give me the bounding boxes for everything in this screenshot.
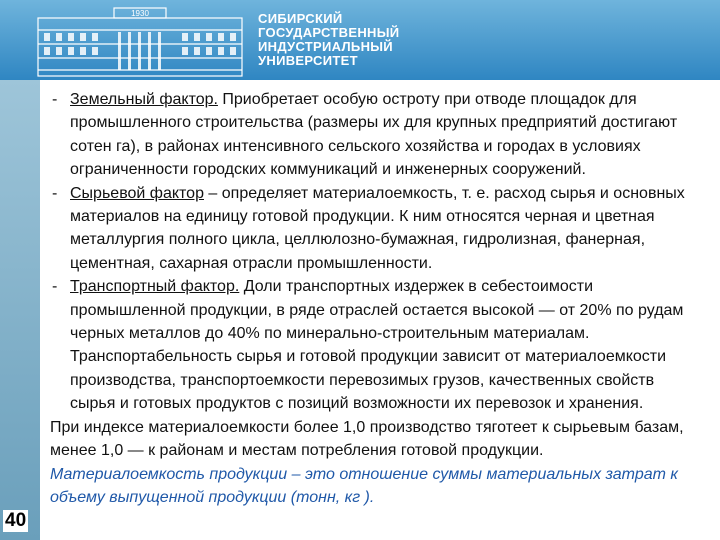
bullet-text: – определяет материалоемкость, т. е. расход сырья и основных материалов на единицу готовой продукции. К ним относятся черная и цветная металлургия полного цикла, целлюлозно-бумажная, гидролизная, фанерная, цементная, сахарная отрасли промышленности. — [70, 184, 685, 272]
bullet-raw-material-factor — [50, 182, 700, 276]
bullet-dash: - — [52, 184, 58, 202]
university-line: УНИВЕРСИТЕТ — [258, 53, 358, 68]
university-building-icon — [36, 4, 244, 78]
bullet-term: Земельный фактор. — [70, 91, 218, 108]
university-line: ИНДУСТРИАЛЬНЫЙ — [258, 39, 393, 54]
bullet-dash: - — [52, 91, 58, 108]
definition-text: Материалоемкость продукции – это отношение суммы материальных затрат к объему выпущенной продукции (тонн, кг ). — [50, 465, 678, 506]
bullet-dash: - — [52, 278, 58, 296]
bullet-transport-factor — [50, 275, 700, 415]
bullet-text: Приобретает особую остроту при отводе площадок для промышленного строительства (размеры их для крупных предприятий достигают сотен га), в районах интенсивного сельского хозяйства и городах в условиях ограниченности городских коммуникаций и инженерных сооружений. — [70, 91, 678, 179]
header-banner — [0, 0, 720, 80]
slide-content — [50, 88, 700, 509]
bullet-land-factor — [50, 88, 700, 182]
material-intensity-paragraph: При индексе материалоемкости более 1,0 производство тяготеет к сырьевым базам, менее 1,0 — к районам и местам потребления готовой продукции. — [50, 418, 684, 460]
year-text: 1930 — [131, 9, 149, 18]
university-line: ГОСУДАРСТВЕННЫЙ — [258, 25, 400, 40]
bullet-term: Транспортный фактор. — [70, 278, 240, 296]
page-number: 40 — [5, 510, 27, 531]
left-side-bar — [0, 80, 40, 540]
university-name — [258, 12, 399, 68]
bullet-text: Доли транспортных издержек в себестоимости промышленной продукции, в ряде отраслей остается высокой — от 20% по рудам черных металлов до 40% по минерально-строительным материалам. Транспортабельность сырья и готовой продукции зависит от материалоемкости производства, транспортоемкости перевозимых грузов, качественных свойств сырья и готовых продуктов с позиций возможности их перевозок и хранения. — [70, 278, 684, 413]
bullet-term: Сырьевой фактор — [70, 184, 204, 202]
university-line: СИБИРСКИЙ — [258, 11, 343, 26]
